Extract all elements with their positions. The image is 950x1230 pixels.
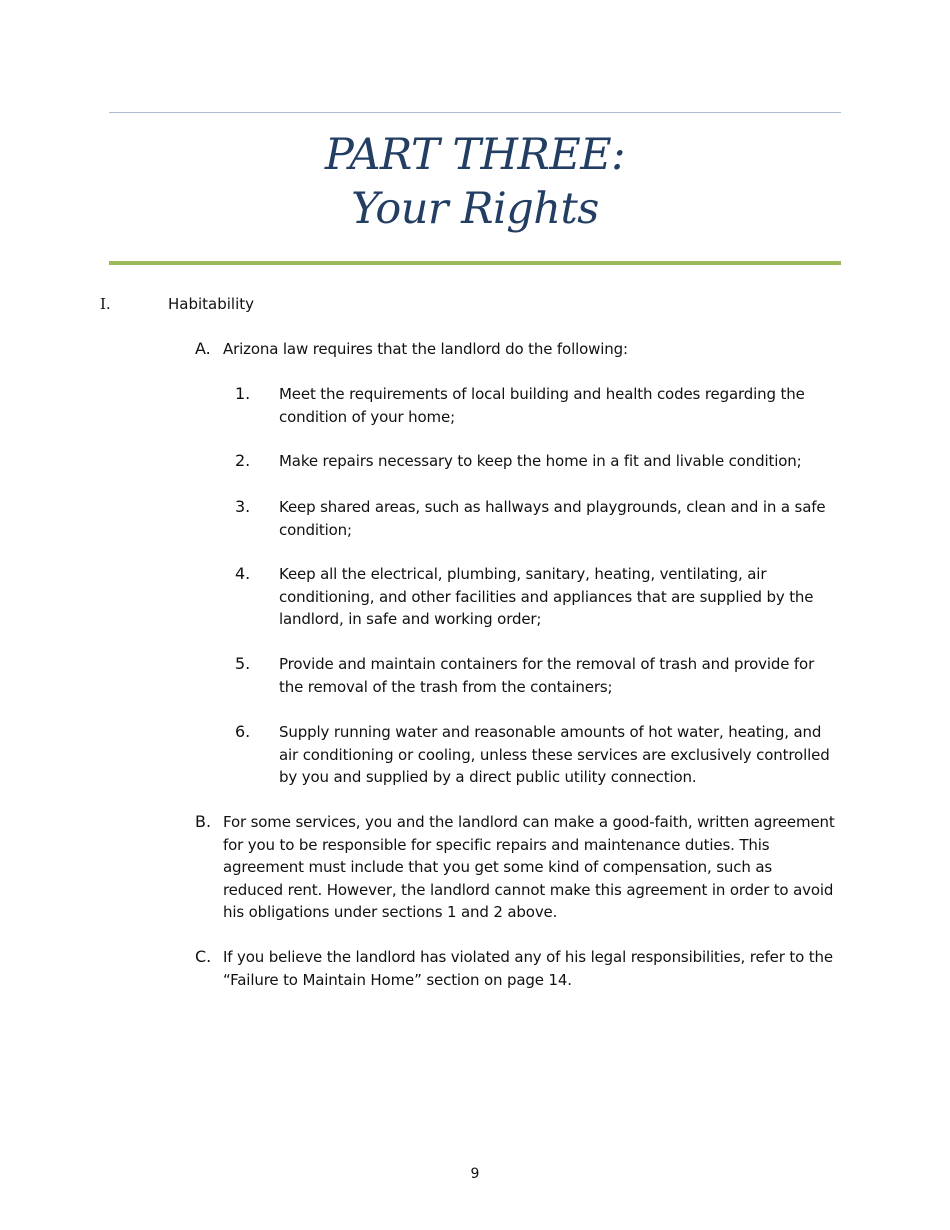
- list-item-marker-6: 6.: [235, 722, 251, 741]
- header-divider-thin: [109, 112, 841, 113]
- list-item-text-5: Provide and maintain containers for the removal of trash and provide for the removal of the trash from the containers;: [279, 655, 815, 696]
- section-number: I.: [100, 295, 111, 313]
- subsection-text-c: If you believe the landlord has violated any of his legal responsibilities, refer to the “Failure to Maintain Home” section on page 14.: [223, 948, 833, 989]
- subsection-text-b: For some services, you and the landlord can make a good-faith, written agreement for you to be responsible for specific repairs and maintenance duties. This agreement must include that you get some kind of compensation, such as reduced rent. However, the landlord cannot make this agreement in order to avoid his obligations under sections 1 and 2 above.: [223, 813, 835, 921]
- page-number: 9: [470, 1166, 480, 1182]
- subsection-marker-b: B.: [195, 812, 212, 831]
- section-title: Habitability: [168, 295, 255, 313]
- page-title-line-1: PART THREE:: [324, 130, 626, 180]
- subsection-text-a: Arizona law requires that the landlord do the following:: [223, 340, 628, 358]
- list-item-text-4: Keep all the electrical, plumbing, sanitary, heating, ventilating, air conditioning, and other facilities and appliances that are supplied by the landlord, in safe and working order;: [279, 565, 814, 628]
- list-item-marker-5: 5.: [235, 654, 251, 673]
- page-title: [109, 128, 841, 236]
- header-divider-accent: [109, 261, 841, 265]
- subsection-marker-c: C.: [195, 947, 212, 966]
- list-item-marker-3: 3.: [235, 497, 251, 516]
- list-item-marker-2: 2.: [235, 451, 251, 470]
- list-item-text-1: Meet the requirements of local building and health codes regarding the condition of your home;: [279, 385, 805, 426]
- list-item-text-6: Supply running water and reasonable amounts of hot water, heating, and air conditioning or cooling, unless these services are exclusively controlled by you and supplied by a direct public utility connection.: [279, 723, 830, 786]
- list-item-marker-1: 1.: [235, 384, 251, 403]
- list-item-marker-4: 4.: [235, 564, 251, 583]
- list-item-text-3: Keep shared areas, such as hallways and playgrounds, clean and in a safe condition;: [279, 498, 826, 539]
- list-item-text-2: Make repairs necessary to keep the home in a fit and livable condition;: [279, 452, 802, 470]
- page-title-line-2: Your Rights: [351, 184, 599, 234]
- subsection-marker-a: A.: [195, 339, 211, 358]
